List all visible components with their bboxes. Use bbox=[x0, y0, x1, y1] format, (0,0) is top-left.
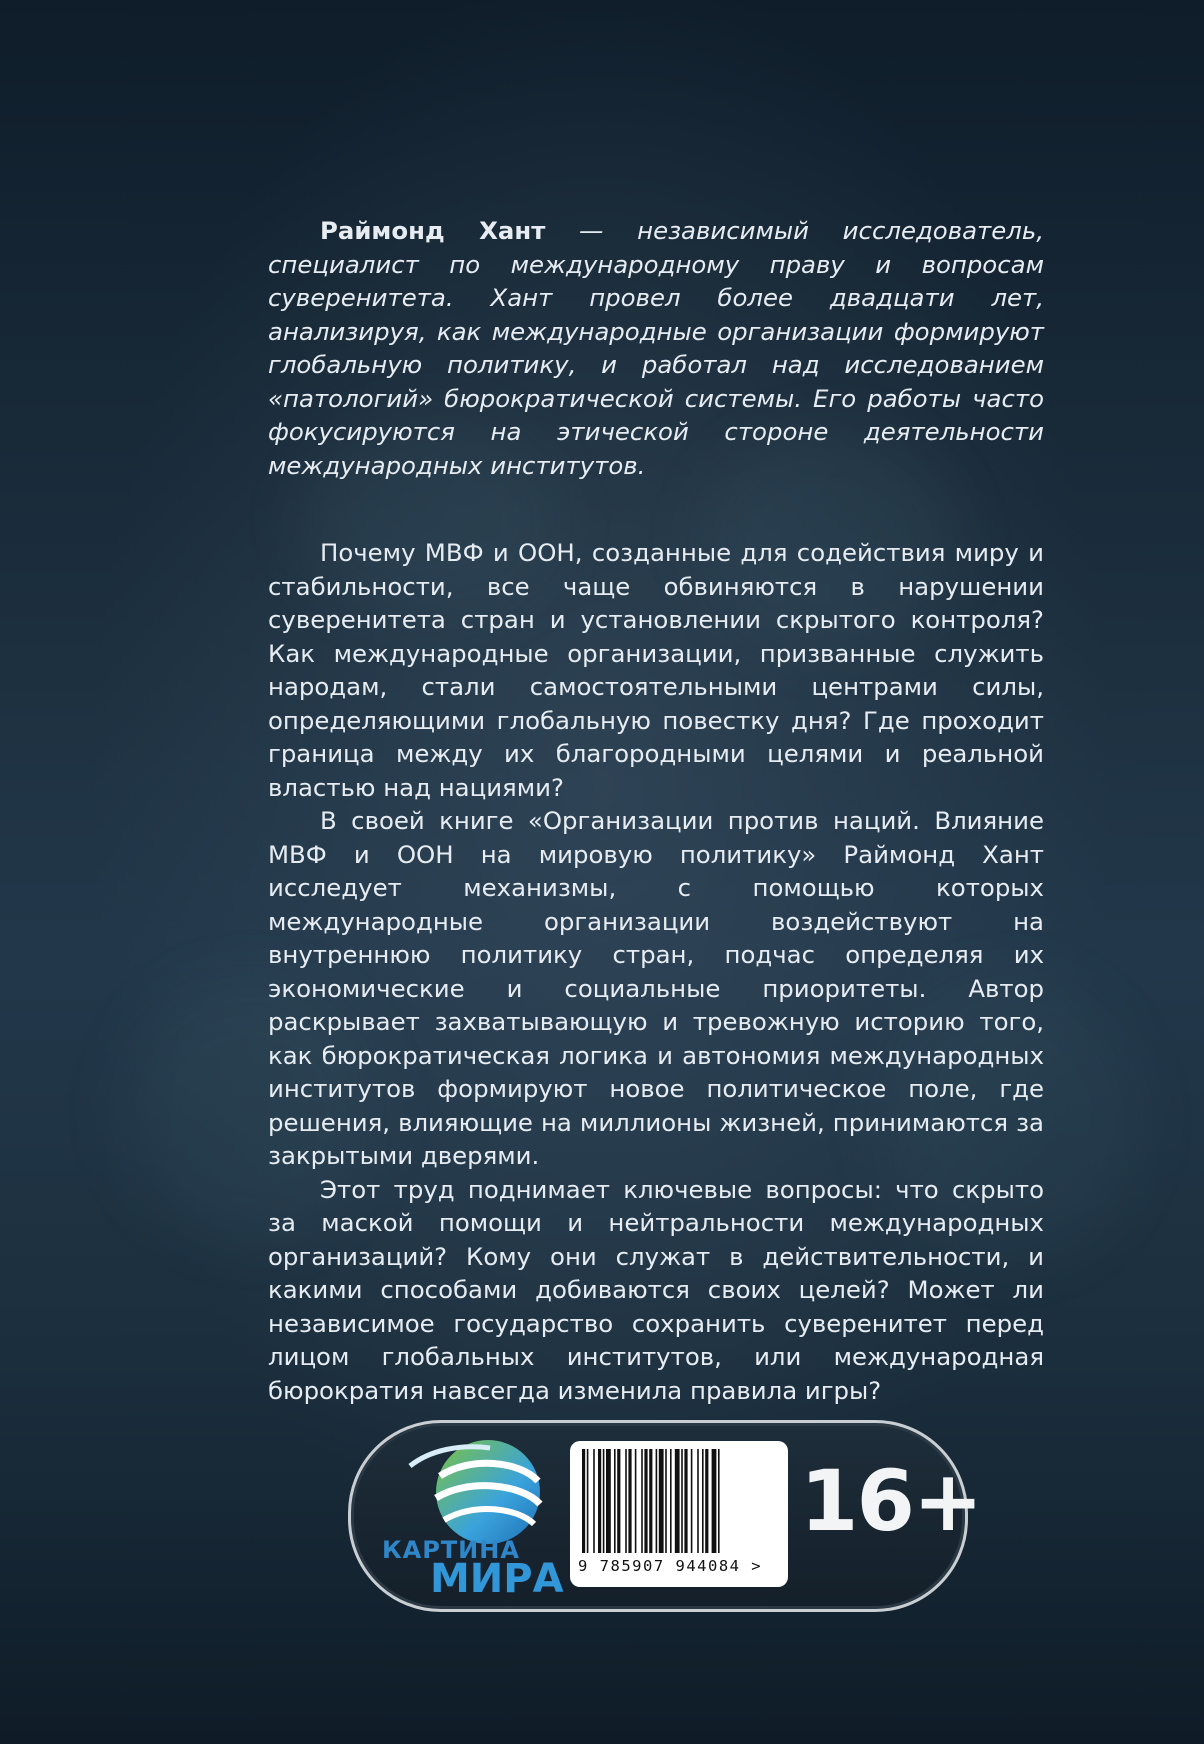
barcode-bar bbox=[603, 1449, 605, 1553]
author-bio bbox=[268, 214, 1044, 482]
barcode-bar bbox=[712, 1449, 717, 1553]
barcode-bar bbox=[718, 1449, 720, 1553]
author-bio-text: независимый исследователь, специалист по международному праву и вопросам суверенитета. Хант провел более двадцати лет, анализируя, как международные организации формируют глобальную политику, и работал над исследованием «патологий» бюрократической системы. Его работы часто фокусируются на этической стороне деятельности международных институтов. bbox=[268, 216, 1044, 480]
barcode-bar bbox=[593, 1449, 595, 1553]
barcode-bar bbox=[625, 1449, 627, 1553]
barcode-bar bbox=[628, 1449, 631, 1553]
barcode-bar bbox=[697, 1449, 699, 1553]
author-name: Раймонд Хант bbox=[320, 216, 546, 245]
description-paragraph: В своей книге «Организации против наций. Влияние МВФ и ООН на мировую политику» Раймонд Хант исследует механизмы, с помощью которых международные организации воздействуют на внутреннюю политику стран, подчас определяя их экономические и социальные приоритеты. Автор раскрывает захватывающую и тревожную историю того, как бюрократическая логика и автономия международных институтов формируют новое политическое поле, где решения, влияющие на миллионы жизней, принимаются за закрытыми дверями. bbox=[268, 806, 1044, 1170]
barcode-bar bbox=[656, 1449, 658, 1553]
globe-icon bbox=[370, 1436, 570, 1546]
description-paragraph: Этот труд поднимает ключевые вопросы: что скрыто за маской помощи и нейтральности международных организаций? Кому они служат в действительности, и какими способами добиваются своих целей? Может ли независимое государство сохранить суверенитет перед лицом глобальных институтов, или международная бюрократия навсегда изменила правила игры? bbox=[268, 1174, 1044, 1405]
barcode-bar bbox=[582, 1449, 585, 1553]
publisher-name-bottom: МИРА bbox=[430, 1556, 564, 1602]
barcode-bar bbox=[659, 1449, 664, 1553]
barcode-bar bbox=[675, 1449, 680, 1553]
barcode-bar bbox=[635, 1449, 637, 1553]
isbn-barcode bbox=[570, 1441, 788, 1587]
author-dash: — bbox=[545, 216, 638, 245]
description-paragraph: Почему МВФ и ООН, созданные для содействия миру и стабильности, все чаще обвиняются в нарушении суверенитета стран и установлении скрытого контроля? Как международные организации, призванные служить народам, стали самостоятельными центрами силы, определяющими глобальную повестку дня? Где проходит граница между их благородными целями и реальной властью над нациями? bbox=[268, 538, 1044, 802]
barcode-bar bbox=[606, 1449, 611, 1553]
barcode-bar bbox=[691, 1449, 693, 1553]
barcode-bar bbox=[641, 1449, 643, 1553]
barcode-bars bbox=[580, 1449, 778, 1553]
barcode-bar bbox=[705, 1449, 708, 1553]
publisher-name-top: КАРТИНА bbox=[382, 1536, 520, 1564]
barcode-bar bbox=[598, 1449, 601, 1553]
barcode-bar bbox=[670, 1449, 672, 1553]
barcode-bar bbox=[614, 1449, 616, 1553]
barcode-bar bbox=[649, 1449, 652, 1553]
publisher-logo bbox=[370, 1436, 570, 1602]
author-bio-paragraph bbox=[268, 214, 1044, 482]
barcode-bar bbox=[644, 1449, 647, 1553]
barcode-bar bbox=[665, 1449, 667, 1553]
barcode-bar bbox=[587, 1449, 589, 1553]
barcode-bar bbox=[617, 1449, 620, 1553]
barcode-bar bbox=[702, 1449, 704, 1553]
barcode-bar bbox=[684, 1449, 687, 1553]
barcode-bar bbox=[681, 1449, 683, 1553]
book-description bbox=[268, 536, 1044, 1407]
age-rating: 16+ bbox=[800, 1452, 982, 1550]
isbn-number: 9 785907 944084 > bbox=[578, 1557, 763, 1575]
